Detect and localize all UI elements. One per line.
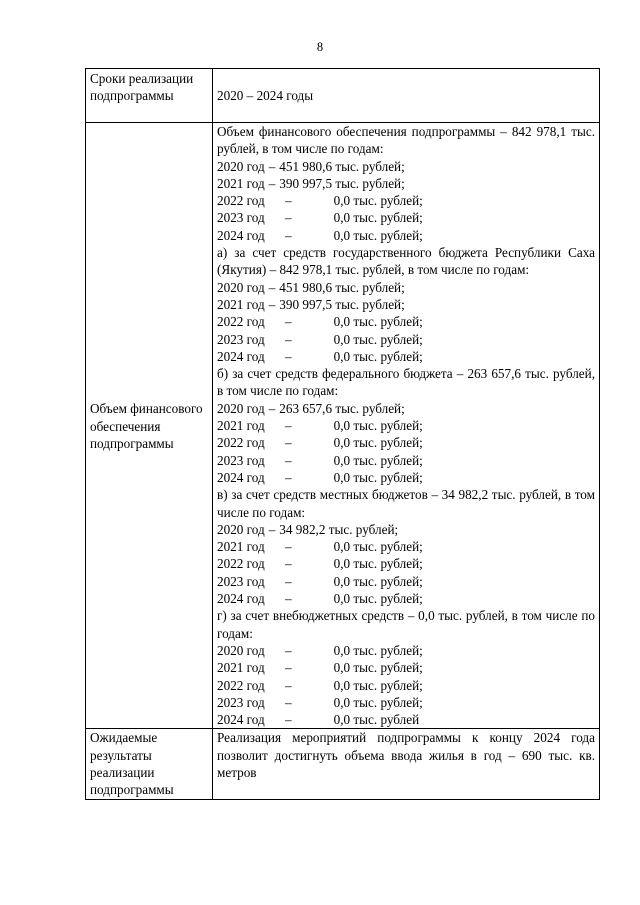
year-dash: – xyxy=(268,296,276,312)
year-row xyxy=(217,227,595,244)
year-label: 2021 год xyxy=(217,539,265,555)
year-amount: 263 657,6 тыс. рублей; xyxy=(279,400,405,416)
year-label: 2020 год xyxy=(217,279,265,295)
year-dash: – xyxy=(285,660,292,676)
year-row xyxy=(217,175,595,192)
year-amount: 0,0 тыс. рублей; xyxy=(333,556,423,572)
year-dash: – xyxy=(268,400,276,416)
year-dash: – xyxy=(285,210,292,226)
year-label: 2023 год xyxy=(217,210,265,226)
period-row xyxy=(86,69,600,123)
year-row xyxy=(217,694,595,711)
federal-years-list xyxy=(217,400,595,486)
year-amount: 34 982,2 тыс. рублей; xyxy=(279,521,399,537)
year-dash: – xyxy=(285,435,292,451)
year-row xyxy=(217,158,595,175)
year-amount: 0,0 тыс. рублей; xyxy=(333,348,423,364)
year-label: 2023 год xyxy=(217,331,265,347)
year-label: 2020 год xyxy=(217,521,265,537)
year-row xyxy=(217,677,595,694)
year-dash: – xyxy=(268,158,276,174)
year-dash: – xyxy=(285,591,292,607)
year-dash: – xyxy=(285,193,292,209)
year-label: 2024 год xyxy=(217,712,265,728)
state-budget-intro: а) за счет средств государственного бюджета Республики Саха (Якутия) – 842 978,1 тыс. рублей, в том числе по годам: xyxy=(217,245,595,278)
year-label: 2024 год xyxy=(217,348,265,364)
year-amount: 0,0 тыс. рублей; xyxy=(333,694,423,710)
year-amount: 0,0 тыс. рублей; xyxy=(333,539,423,555)
year-label: 2021 год xyxy=(217,175,265,191)
year-amount: 0,0 тыс. рублей; xyxy=(333,660,423,676)
year-amount: 0,0 тыс. рублей; xyxy=(333,469,423,485)
year-row xyxy=(217,434,595,451)
year-row xyxy=(217,209,595,226)
year-label: 2022 год xyxy=(217,556,265,572)
year-amount: 0,0 тыс. рублей; xyxy=(333,193,423,209)
year-label: 2024 год xyxy=(217,591,265,607)
year-label: 2021 год xyxy=(217,660,265,676)
federal-budget-intro: б) за счет средств федерального бюджета – 263 657,6 тыс. рублей, в том числе по годам: xyxy=(217,366,595,399)
year-dash: – xyxy=(285,469,292,485)
year-dash: – xyxy=(285,314,292,330)
year-row xyxy=(217,192,595,209)
year-dash: – xyxy=(268,279,276,295)
subprogram-passport-table xyxy=(85,68,600,800)
year-amount: 0,0 тыс. рублей; xyxy=(333,452,423,468)
page-number: 8 xyxy=(316,40,324,54)
year-amount: 0,0 тыс. рублей; xyxy=(333,573,423,589)
year-row xyxy=(217,417,595,434)
year-row xyxy=(217,331,595,348)
year-amount: 0,0 тыс. рублей; xyxy=(333,677,423,693)
year-row xyxy=(217,469,595,486)
year-amount: 0,0 тыс. рублей; xyxy=(333,591,423,607)
year-amount: 0,0 тыс. рублей; xyxy=(333,227,423,243)
period-value: 2020 – 2024 годы xyxy=(213,69,600,123)
funding-content xyxy=(213,123,600,729)
year-row xyxy=(217,521,595,538)
year-dash: – xyxy=(285,573,292,589)
year-amount: 451 980,6 тыс. рублей; xyxy=(279,158,405,174)
year-label: 2022 год xyxy=(217,435,265,451)
year-row xyxy=(217,538,595,555)
year-amount: 0,0 тыс. рублей; xyxy=(333,314,423,330)
extra-budget-intro: г) за счет внебюджетных средств – 0,0 тыс. рублей, в том числе по годам: xyxy=(217,608,595,641)
year-label: 2023 год xyxy=(217,694,265,710)
year-row xyxy=(217,642,595,659)
year-label: 2021 год xyxy=(217,296,265,312)
year-amount: 390 997,5 тыс. рублей; xyxy=(279,296,405,312)
year-label: 2022 год xyxy=(217,677,265,693)
year-row xyxy=(217,279,595,296)
year-row xyxy=(217,400,595,417)
year-row xyxy=(217,711,595,728)
funding-row xyxy=(86,123,600,729)
total-years-list xyxy=(217,158,595,244)
year-row xyxy=(217,348,595,365)
year-label: 2020 год xyxy=(217,158,265,174)
results-row xyxy=(86,729,600,799)
year-amount: 0,0 тыс. рублей xyxy=(333,712,420,728)
state-years-list xyxy=(217,279,595,365)
year-row xyxy=(217,659,595,676)
year-label: 2020 год xyxy=(217,400,265,416)
funding-label: Объем финансового обеспечения подпрограммы xyxy=(86,123,213,729)
year-label: 2024 год xyxy=(217,469,265,485)
year-row xyxy=(217,573,595,590)
year-row xyxy=(217,590,595,607)
year-dash: – xyxy=(285,539,292,555)
local-budget-intro: в) за счет средств местных бюджетов – 34 982,2 тыс. рублей, в том числе по годам: xyxy=(217,487,595,520)
year-dash: – xyxy=(285,348,292,364)
year-dash: – xyxy=(285,331,292,347)
year-amount: 0,0 тыс. рублей; xyxy=(333,435,423,451)
year-label: 2023 год xyxy=(217,573,265,589)
year-dash: – xyxy=(268,521,276,537)
year-label: 2021 год xyxy=(217,418,265,434)
local-years-list xyxy=(217,521,595,607)
year-dash: – xyxy=(268,175,276,191)
year-amount: 451 980,6 тыс. рублей; xyxy=(279,279,405,295)
extra-years-list xyxy=(217,642,595,728)
year-dash: – xyxy=(285,227,292,243)
year-amount: 0,0 тыс. рублей; xyxy=(333,331,423,347)
period-label: Сроки реализации подпрограммы xyxy=(86,69,213,123)
year-dash: – xyxy=(285,642,292,658)
year-dash: – xyxy=(285,677,292,693)
year-dash: – xyxy=(285,418,292,434)
year-label: 2022 год xyxy=(217,314,265,330)
year-label: 2022 год xyxy=(217,193,265,209)
funding-intro: Объем финансового обеспечения подпрограммы – 842 978,1 тыс. рублей, в том числе по годам: xyxy=(217,124,595,157)
year-label: 2023 год xyxy=(217,452,265,468)
year-dash: – xyxy=(285,712,292,728)
year-amount: 0,0 тыс. рублей; xyxy=(333,642,423,658)
results-value: Реализация мероприятий подпрограммы к концу 2024 года позволит достигнуть объема ввода жилья в год – 690 тыс. кв. метров xyxy=(213,729,600,799)
year-row xyxy=(217,313,595,330)
year-row xyxy=(217,452,595,469)
year-dash: – xyxy=(285,694,292,710)
year-dash: – xyxy=(285,556,292,572)
year-row xyxy=(217,296,595,313)
results-label: Ожидаемые результаты реализации подпрограммы xyxy=(86,729,213,799)
year-amount: 390 997,5 тыс. рублей; xyxy=(279,175,405,191)
year-row xyxy=(217,555,595,572)
year-label: 2020 год xyxy=(217,642,265,658)
year-dash: – xyxy=(285,452,292,468)
year-label: 2024 год xyxy=(217,227,265,243)
year-amount: 0,0 тыс. рублей; xyxy=(333,418,423,434)
year-amount: 0,0 тыс. рублей; xyxy=(333,210,423,226)
